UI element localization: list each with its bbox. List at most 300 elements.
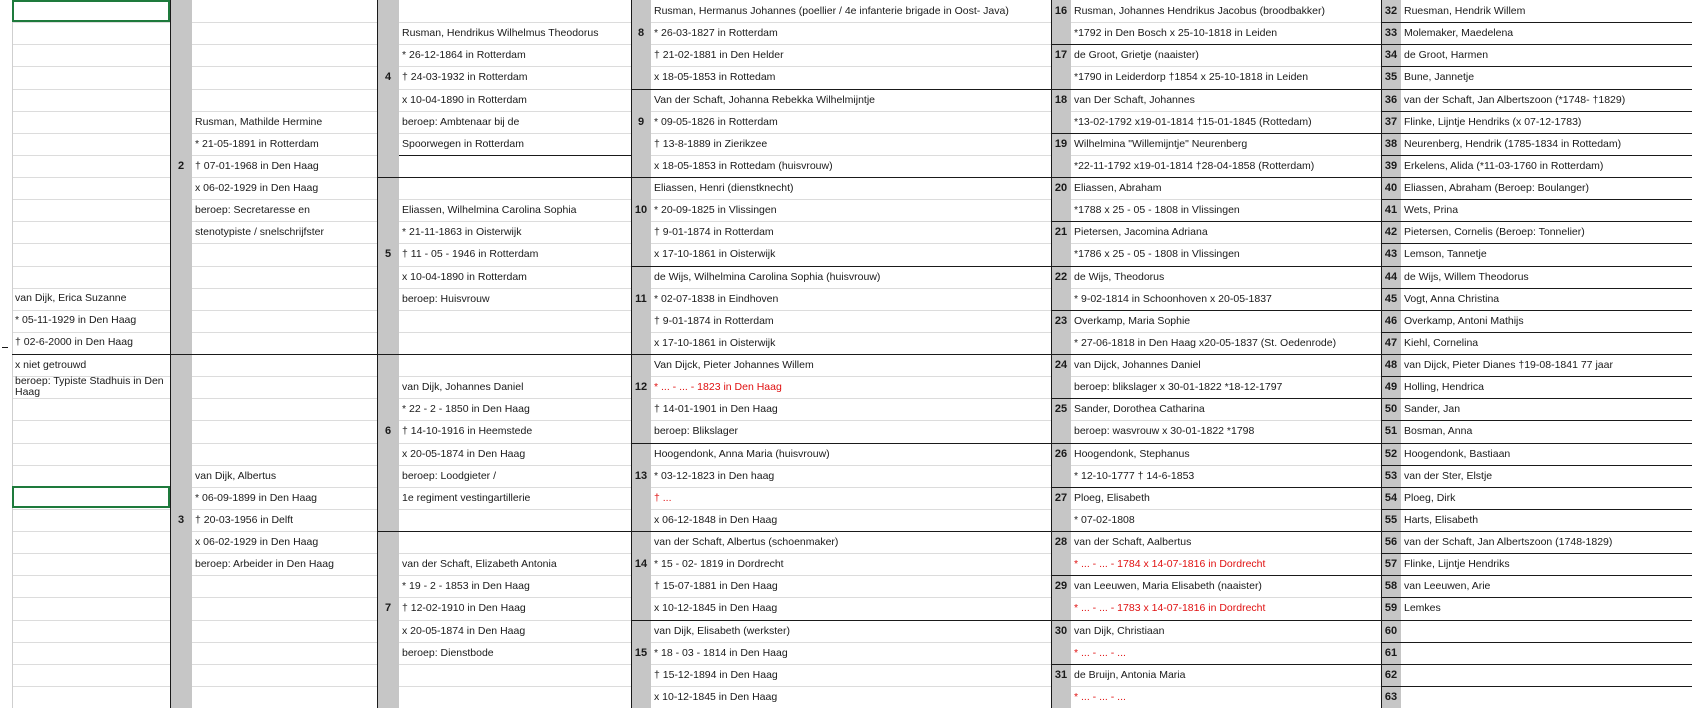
section-divider (1381, 266, 1692, 267)
person-field[interactable]: Kiehl, Cornelina (1404, 336, 1479, 349)
person-field[interactable]: x 20-05-1874 in Den Haag (402, 447, 526, 460)
person-field[interactable]: Pietersen, Cornelis (Beroep: Tonnelier) (1404, 226, 1585, 239)
person-field[interactable]: Vogt, Anna Christina (1404, 292, 1500, 305)
person-field[interactable]: Harts, Elisabeth (1404, 513, 1479, 526)
section-divider (1381, 288, 1692, 289)
person-field[interactable]: Ruesman, Hendrik Willem (1404, 5, 1526, 18)
person-field[interactable]: Neurenberg, Hendrik (1785-1834 in Rottedam) (1404, 137, 1622, 150)
section-divider (631, 531, 1051, 532)
person-field[interactable]: † 07-01-1968 in Den Haag (195, 159, 319, 172)
section-divider (1381, 443, 1692, 444)
person-field[interactable]: beroep: Dienstbode (402, 646, 494, 659)
person-field[interactable]: † 20-03-1956 in Delft (195, 513, 294, 526)
person-field[interactable] (195, 332, 377, 354)
section-divider (1381, 642, 1692, 643)
section-divider (377, 177, 631, 178)
person-field[interactable] (402, 531, 631, 553)
ancestor-number: 63 (1384, 690, 1398, 703)
person-field[interactable] (402, 155, 631, 177)
section-divider (1381, 354, 1692, 355)
section-divider (1381, 553, 1692, 554)
ancestor-number: 32 (1384, 5, 1398, 18)
person-field[interactable]: * ... - ... - 1783 x 14-07-1816 in Dordrecht (1074, 602, 1266, 615)
person-field[interactable]: Sander, Jan (1404, 403, 1461, 416)
person-field[interactable]: Hoogendonk, Anna Maria (huisvrouw) (654, 447, 830, 460)
person-field[interactable] (195, 354, 377, 376)
ancestor-number: 45 (1384, 292, 1398, 305)
section-divider (1051, 531, 1381, 532)
ancestor-number: 22 (1054, 270, 1068, 283)
person-field[interactable] (15, 509, 170, 531)
person-field[interactable]: Wilhelmina "Willemijntje" Neurenberg (1074, 137, 1248, 150)
section-divider (1381, 133, 1692, 134)
section-divider (1381, 177, 1692, 178)
person-field[interactable] (15, 575, 170, 597)
person-field[interactable]: de Wijs, Willem Theodorus (1404, 270, 1529, 283)
ancestor-number: 50 (1384, 403, 1398, 416)
person-field[interactable]: Holling, Hendrica (1404, 381, 1484, 394)
ancestor-number: 30 (1054, 624, 1068, 637)
person-field[interactable]: † 14-10-1916 in Heemstede (402, 425, 533, 438)
person-field[interactable]: van Dijk, Johannes Daniel (402, 381, 524, 394)
person-field[interactable]: van Dijk, Erica Suzanne (15, 292, 127, 305)
person-field[interactable]: van Leeuwen, Arie (1404, 580, 1491, 593)
person-field[interactable]: van der Schaft, Aalbertus (1074, 536, 1192, 549)
person-field[interactable] (15, 199, 170, 221)
person-field[interactable]: *22-11-1792 x19-01-1814 †28-04-1858 (Rotterdam) (1074, 159, 1315, 172)
person-field[interactable]: Eliassen, Abraham (Beroep: Boulanger) (1404, 182, 1590, 195)
person-field[interactable]: Bune, Jannetje (1404, 71, 1475, 84)
person-field[interactable] (195, 288, 377, 310)
section-divider (1381, 111, 1692, 112)
person-field[interactable]: beroep: Arbeider in Den Haag (195, 558, 334, 571)
column-rule (631, 0, 632, 708)
person-field[interactable] (195, 597, 377, 619)
person-field[interactable]: van der Ster, Elstje (1404, 469, 1493, 482)
section-divider (399, 155, 631, 156)
ancestor-number: 23 (1054, 314, 1068, 327)
ancestor-number: 34 (1384, 49, 1398, 62)
person-field[interactable]: † 21-02-1881 in Den Helder (654, 49, 784, 62)
person-field[interactable]: de Groot, Grietje (naaister) (1074, 49, 1199, 62)
section-divider (1051, 89, 1381, 90)
person-field[interactable]: Rusman, Hendrikus Wilhelmus Theodorus (402, 27, 599, 40)
ancestor-number: 48 (1384, 359, 1398, 372)
person-field[interactable]: van der Schaft, Albertus (schoenmaker) (654, 536, 839, 549)
person-field[interactable]: * 26-03-1827 in Rotterdam (654, 27, 778, 40)
person-field[interactable] (15, 177, 170, 199)
person-field[interactable] (15, 620, 170, 642)
ancestor-number: 15 (634, 646, 648, 659)
person-field[interactable]: x 18-05-1853 in Rottedam (654, 71, 776, 84)
person-field[interactable]: de Bruijn, Antonia Maria (1074, 668, 1186, 681)
person-field[interactable]: Spoorwegen in Rotterdam (402, 137, 524, 150)
person-field[interactable]: Van der Schaft, Johanna Rebekka Wilhelmijntje (654, 93, 876, 106)
column-rule (377, 0, 378, 708)
ancestor-number: 61 (1384, 646, 1398, 659)
person-field[interactable] (15, 111, 170, 133)
person-field[interactable]: Hoogendonk, Bastiaan (1404, 447, 1511, 460)
person-field[interactable]: † 15-07-1881 in Den Haag (654, 580, 778, 593)
person-field[interactable] (195, 44, 377, 66)
ancestor-number: 41 (1384, 204, 1398, 217)
person-field[interactable]: † 24-03-1932 in Rotterdam (402, 71, 528, 84)
person-field[interactable]: stenotypiste / snelschrijfster (195, 226, 324, 239)
person-field[interactable]: Rusman, Hermanus Johannes (poellier / 4e infanterie brigade in Oost- Java) (654, 5, 1009, 18)
person-field[interactable]: Hoogendonk, Stephanus (1074, 447, 1190, 460)
ancestor-number: 26 (1054, 447, 1068, 460)
ancestor-number: 4 (384, 71, 392, 84)
section-divider (1381, 664, 1692, 665)
person-field[interactable]: x 20-05-1874 in Den Haag (402, 624, 526, 637)
section-divider (1381, 531, 1692, 532)
section-divider (12, 354, 170, 355)
person-field[interactable]: Pietersen, Jacomina Adriana (1074, 226, 1208, 239)
person-field[interactable]: † 9-01-1874 in Rotterdam (654, 226, 774, 239)
ancestor-number: 14 (634, 558, 648, 571)
person-field[interactable] (1404, 686, 1692, 708)
person-field[interactable]: van Dijck, Pieter Dianes †19-08-1841 77 jaar (1404, 359, 1613, 372)
ancestor-number: 27 (1054, 491, 1068, 504)
person-field[interactable]: Eliassen, Henri (dienstknecht) (654, 182, 794, 195)
ancestor-number: 6 (384, 425, 392, 438)
person-field[interactable] (15, 443, 170, 465)
person-field[interactable]: van der Schaft, Elizabeth Antonia (402, 558, 557, 571)
section-divider (1381, 487, 1692, 488)
person-field[interactable]: * 27-06-1818 in Den Haag x20-05-1837 (St. Oedenrode) (1074, 336, 1337, 349)
person-field[interactable] (1404, 642, 1692, 664)
person-field[interactable]: *13-02-1792 x19-01-1814 †15-01-1845 (Rottedam) (1074, 115, 1312, 128)
section-divider (631, 177, 1051, 178)
person-field[interactable] (1404, 664, 1692, 686)
person-field[interactable]: Eliassen, Abraham (1074, 182, 1162, 195)
person-field[interactable]: de Groot, Harmen (1404, 49, 1489, 62)
section-divider (1051, 664, 1381, 665)
person-field[interactable]: * 02-07-1838 in Eindhoven (654, 292, 779, 305)
person-field[interactable] (195, 310, 377, 332)
section-divider (1051, 354, 1381, 355)
section-divider (1381, 66, 1692, 67)
person-field[interactable]: de Wijs, Theodorus (1074, 270, 1165, 283)
person-field[interactable]: † 12-02-1910 in Den Haag (402, 602, 526, 615)
section-divider (1381, 398, 1692, 399)
person-field[interactable]: * 21-05-1891 in Rotterdam (195, 137, 319, 150)
ancestor-number: 17 (1054, 49, 1068, 62)
ancestor-number: 58 (1384, 580, 1398, 593)
person-field[interactable]: van der Schaft, Jan Albertszoon (1748-1829) (1404, 536, 1613, 549)
section-divider (1381, 310, 1692, 311)
ancestor-number: 54 (1384, 491, 1398, 504)
person-field[interactable] (195, 686, 377, 708)
person-field[interactable] (15, 597, 170, 619)
person-field[interactable]: beroep: Typiste Stadhuis in Den Haag (15, 375, 164, 399)
ancestor-number: 18 (1054, 93, 1068, 106)
person-field[interactable]: x 10-12-1845 in Den Haag (654, 690, 778, 703)
person-field[interactable] (15, 133, 170, 155)
person-field[interactable] (15, 398, 170, 420)
ancestor-number: 43 (1384, 248, 1398, 261)
person-field[interactable]: † 15-12-1894 in Den Haag (654, 668, 778, 681)
person-field[interactable]: 1e regiment vestingartillerie (402, 491, 531, 504)
section-divider (1381, 575, 1692, 576)
person-field[interactable] (15, 243, 170, 265)
person-field[interactable]: van Dijk, Albertus (195, 469, 277, 482)
ancestor-number: 62 (1384, 668, 1398, 681)
column-rule (1381, 0, 1382, 708)
ancestor-number: 36 (1384, 93, 1398, 106)
person-field[interactable] (402, 332, 631, 354)
person-field[interactable] (15, 465, 170, 487)
section-divider (1381, 465, 1692, 466)
section-divider (1381, 44, 1692, 45)
person-field[interactable]: de Wijs, Wilhelmina Carolina Sophia (huisvrouw) (654, 270, 881, 283)
person-field[interactable]: Molemaker, Maedelena (1404, 27, 1514, 40)
ancestor-number: 60 (1384, 624, 1398, 637)
section-divider (1051, 398, 1381, 399)
person-field[interactable]: * ... - ... - ... (1074, 690, 1126, 703)
person-field[interactable]: * 22 - 2 - 1850 in Den Haag (402, 403, 530, 416)
ancestor-number: 55 (1384, 513, 1398, 526)
person-field[interactable]: Overkamp, Maria Sophie (1074, 314, 1191, 327)
person-field[interactable]: beroep: Loodgieter / (402, 469, 496, 482)
person-field[interactable] (195, 620, 377, 642)
person-field[interactable]: * 03-12-1823 in Den haag (654, 469, 775, 482)
section-divider (1051, 487, 1381, 488)
person-field[interactable]: † 14-01-1901 in Den Haag (654, 403, 778, 416)
section-divider (1381, 89, 1692, 90)
person-field[interactable]: Rusman, Mathilde Hermine (195, 115, 323, 128)
person-field[interactable]: *1788 x 25 - 05 - 1808 in Vlissingen (1074, 204, 1240, 217)
ancestor-number: 59 (1384, 602, 1398, 615)
person-field[interactable]: beroep: Ambtenaar bij de (402, 115, 520, 128)
person-field[interactable]: Overkamp, Antoni Mathijs (1404, 314, 1524, 327)
person-field[interactable]: van Dijck, Johannes Daniel (1074, 359, 1201, 372)
person-field[interactable]: van Dijk, Christiaan (1074, 624, 1165, 637)
ancestor-number: 2 (177, 159, 185, 172)
person-field[interactable] (402, 310, 631, 332)
person-field[interactable] (15, 155, 170, 177)
person-field[interactable]: Van Dijck, Pieter Johannes Willem (654, 359, 814, 372)
person-field[interactable]: *1786 x 25 - 05 - 1808 in Vlissingen (1074, 248, 1240, 261)
person-field[interactable]: van der Schaft, Jan Albertszoon (*1748- †1829) (1404, 93, 1626, 106)
section-divider (1381, 22, 1692, 23)
ancestor-number: 7 (384, 602, 392, 615)
person-field[interactable]: * 15 - 02- 1819 in Dordrecht (654, 558, 784, 571)
person-field[interactable]: x 06-02-1929 in Den Haag (195, 182, 319, 195)
section-divider (1051, 620, 1381, 621)
ancestor-number: 49 (1384, 381, 1398, 394)
person-field[interactable]: beroep: Blikslager (654, 425, 739, 438)
person-field[interactable] (195, 575, 377, 597)
ancestor-number: 11 (635, 292, 647, 305)
person-field[interactable]: Sander, Dorothea Catharina (1074, 403, 1205, 416)
person-field[interactable] (195, 0, 377, 22)
ancestor-number: 20 (1054, 182, 1068, 195)
section-divider (631, 354, 1051, 355)
person-field[interactable] (15, 22, 170, 44)
person-field[interactable]: x 17-10-1861 in Oisterwijk (654, 248, 776, 261)
person-field[interactable]: * 20-09-1825 in Vlissingen (654, 204, 777, 217)
person-field[interactable] (15, 266, 170, 288)
person-field[interactable] (195, 266, 377, 288)
person-field[interactable] (15, 531, 170, 553)
ancestor-number: 40 (1384, 182, 1398, 195)
section-divider (1051, 221, 1381, 222)
person-field[interactable]: beroep: Secretaresse en (195, 204, 310, 217)
person-field[interactable]: * 06-09-1899 in Den Haag (195, 491, 318, 504)
person-field[interactable]: * 09-05-1826 in Rotterdam (654, 115, 778, 128)
ancestor-number: 52 (1384, 447, 1398, 460)
column-rule (1051, 0, 1052, 708)
ancestor-number: 13 (634, 469, 648, 482)
person-field[interactable] (195, 66, 377, 88)
section-divider (1381, 332, 1692, 333)
ancestor-number: 12 (634, 381, 648, 394)
person-field[interactable]: † 11 - 05 - 1946 in Rotterdam (402, 248, 539, 261)
person-field[interactable]: x niet getrouwd (15, 358, 87, 371)
person-field[interactable]: x 06-12-1848 in Den Haag (654, 513, 778, 526)
column-rule (170, 0, 171, 708)
ancestor-number: 21 (1054, 226, 1068, 239)
person-field[interactable]: *1790 in Leiderdorp †1854 x 25-10-1818 in Leiden (1074, 71, 1309, 84)
person-field[interactable]: Rusman, Johannes Hendrikus Jacobus (broodbakker) (1074, 5, 1325, 18)
person-field[interactable]: Lemkes (1404, 602, 1441, 615)
person-field[interactable] (15, 642, 170, 664)
person-field[interactable] (195, 664, 377, 686)
person-field[interactable] (195, 243, 377, 265)
person-field[interactable]: * ... - ... - 1784 x 14-07-1816 in Dordrecht (1074, 558, 1266, 571)
ancestor-number: 57 (1384, 558, 1398, 571)
person-field[interactable] (15, 89, 170, 111)
person-field[interactable]: * 9-02-1814 in Schoonhoven x 20-05-1837 (1074, 292, 1272, 305)
section-divider (1381, 597, 1692, 598)
ancestor-number: 44 (1384, 270, 1398, 283)
section-divider (1051, 177, 1381, 178)
person-field[interactable]: * 18 - 03 - 1814 in Den Haag (654, 646, 788, 659)
person-field[interactable]: x 10-04-1890 in Rotterdam (402, 93, 527, 106)
person-field[interactable]: x 10-04-1890 in Rotterdam (402, 270, 527, 283)
row-marker (2, 347, 8, 348)
ancestor-number: 47 (1384, 336, 1398, 349)
person-field[interactable]: *1792 in Den Bosch x 25-10-1818 in Leiden (1074, 27, 1278, 40)
person-field[interactable]: van Der Schaft, Johannes (1074, 93, 1195, 106)
ancestor-number: 29 (1054, 580, 1068, 593)
person-field[interactable]: † 02-6-2000 in Den Haag (15, 336, 133, 349)
ancestor-number: 16 (1054, 5, 1068, 18)
person-field[interactable]: Flinke, Lijntje Hendriks (x 07-12-1783) (1404, 115, 1582, 128)
person-field[interactable] (402, 0, 631, 22)
ancestor-number: 28 (1054, 536, 1068, 549)
person-field[interactable] (1404, 620, 1692, 642)
person-field[interactable]: x 18-05-1853 in Rottedam (huisvrouw) (654, 159, 833, 172)
person-field[interactable] (195, 420, 377, 442)
section-divider (170, 354, 377, 355)
person-field[interactable] (402, 177, 631, 199)
ancestor-number: 35 (1384, 71, 1398, 84)
person-field[interactable]: beroep: Huisvrouw (402, 292, 490, 305)
ancestor-number: 9 (637, 115, 645, 128)
person-field[interactable] (195, 22, 377, 44)
person-field[interactable] (195, 376, 377, 398)
ancestor-number: 19 (1054, 137, 1068, 150)
ancestor-number: 42 (1384, 226, 1398, 239)
person-field[interactable] (402, 664, 631, 686)
person-field[interactable]: x 10-12-1845 in Den Haag (654, 602, 778, 615)
section-divider (1381, 620, 1692, 621)
person-field[interactable]: van Dijk, Elisabeth (werkster) (654, 624, 790, 637)
person-field[interactable]: * 21-11-1863 in Oisterwijk (402, 226, 522, 239)
ancestor-number: 46 (1384, 314, 1398, 327)
person-field[interactable] (15, 0, 170, 22)
ancestor-number: 5 (384, 248, 392, 261)
person-field[interactable]: * 19 - 2 - 1853 in Den Haag (402, 580, 530, 593)
section-divider (1051, 133, 1381, 134)
person-field[interactable] (15, 686, 170, 708)
person-field[interactable] (402, 509, 631, 531)
person-field[interactable] (195, 89, 377, 111)
person-field[interactable]: * 07-02-1808 (1074, 513, 1135, 526)
person-field[interactable]: † 13-8-1889 in Zierikzee (654, 137, 768, 150)
section-divider (631, 443, 1051, 444)
person-field[interactable]: † ... (654, 491, 672, 504)
person-field[interactable] (195, 443, 377, 465)
person-field[interactable] (15, 44, 170, 66)
person-field[interactable]: * 26-12-1864 in Rotterdam (402, 49, 526, 62)
section-divider (377, 531, 631, 532)
person-field[interactable]: * ... - ... - ... (1074, 646, 1126, 659)
ancestor-number: 37 (1384, 115, 1398, 128)
person-field[interactable] (15, 487, 170, 509)
person-field[interactable] (402, 686, 631, 708)
person-field[interactable] (15, 66, 170, 88)
person-field[interactable] (195, 642, 377, 664)
ancestor-number: 8 (637, 27, 645, 40)
section-divider (1381, 155, 1692, 156)
person-field[interactable]: Flinke, Lijntje Hendriks (1404, 558, 1510, 571)
person-field[interactable]: beroep: blikslager x 30-01-1822 *18-12-1797 (1074, 381, 1283, 394)
ancestor-number: 31 (1054, 668, 1068, 681)
person-field[interactable]: * 12-10-1777 † 14-6-1853 (1074, 469, 1195, 482)
person-field[interactable]: Erkelens, Alida (*11-03-1760 in Rotterdam) (1404, 159, 1604, 172)
ancestor-number: 53 (1384, 469, 1398, 482)
person-field[interactable]: Wets, Prina (1404, 204, 1459, 217)
ancestor-number: 24 (1054, 359, 1068, 372)
person-field[interactable]: * 05-11-1929 in Den Haag (15, 314, 137, 327)
person-field[interactable] (195, 398, 377, 420)
section-divider (1381, 221, 1692, 222)
person-field[interactable]: Bosman, Anna (1404, 425, 1473, 438)
person-field[interactable]: Ploeg, Dirk (1404, 491, 1456, 504)
person-field[interactable]: * ... - ... - 1823 in Den Haag (654, 381, 782, 394)
person-field[interactable] (15, 664, 170, 686)
person-field[interactable]: Ploeg, Elisabeth (1074, 491, 1150, 504)
person-field[interactable]: x 06-02-1929 in Den Haag (195, 536, 319, 549)
ancestor-number: 38 (1384, 137, 1398, 150)
person-field[interactable]: beroep: wasvrouw x 30-01-1822 *1798 (1074, 425, 1255, 438)
section-divider (1381, 243, 1692, 244)
person-field[interactable]: Eliassen, Wilhelmina Carolina Sophia (402, 204, 577, 217)
person-field[interactable] (15, 420, 170, 442)
ancestor-number: 25 (1054, 403, 1068, 416)
person-field[interactable] (15, 553, 170, 575)
section-divider (631, 620, 1051, 621)
person-field[interactable] (15, 221, 170, 243)
person-field[interactable] (402, 354, 631, 376)
person-field[interactable]: van Leeuwen, Maria Elisabeth (naaister) (1074, 580, 1262, 593)
person-field[interactable]: x 17-10-1861 in Oisterwijk (654, 336, 776, 349)
person-field[interactable]: Lemson, Tannetje (1404, 248, 1487, 261)
person-field[interactable]: † 9-01-1874 in Rotterdam (654, 314, 774, 327)
